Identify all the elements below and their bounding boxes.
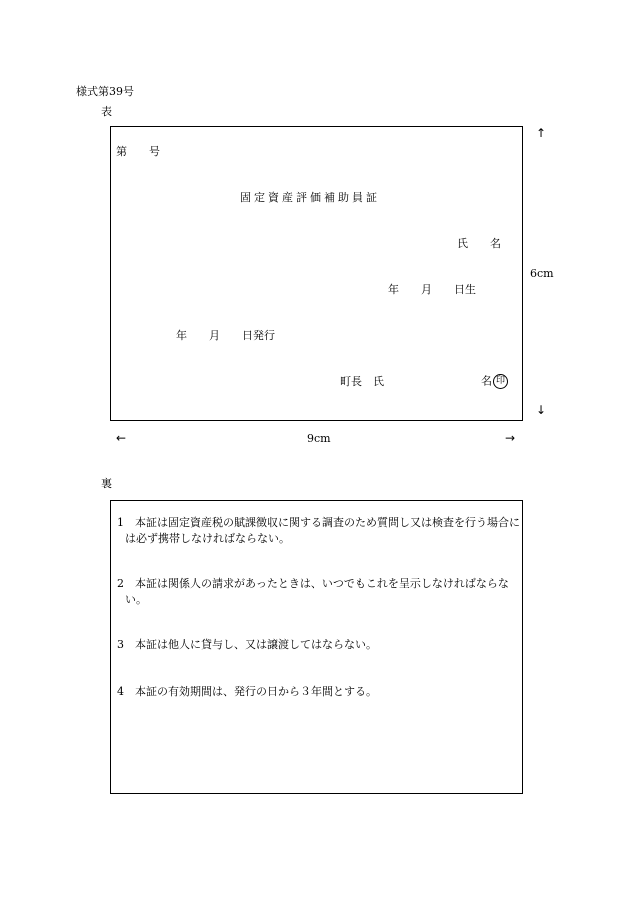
back-note-2: 2 本証は関係人の請求があったときは、いつでもこれを呈示しなければならない。 bbox=[117, 577, 509, 606]
arrow-down-icon: ↓ bbox=[536, 403, 547, 417]
certificate-title: 固定資産評価補助員証 bbox=[240, 191, 380, 204]
front-card bbox=[110, 126, 523, 421]
back-side-label: 裏 bbox=[101, 477, 112, 490]
seal-name-text: 名 bbox=[481, 374, 492, 388]
certificate-number-label: 第 号 bbox=[116, 145, 160, 158]
back-note-3: 3 本証は他人に貸与し、又は譲渡してはならない。 bbox=[117, 638, 377, 651]
arrow-left-icon: ← bbox=[116, 431, 127, 445]
back-note-4: 4 本証の有効期間は、発行の日から３年間とする。 bbox=[117, 685, 377, 698]
birth-date-label: 年 月 日生 bbox=[388, 283, 476, 296]
height-dimension-label: 6cm bbox=[530, 267, 554, 280]
arrow-up-icon: ↑ bbox=[536, 126, 547, 140]
front-side-label: 表 bbox=[101, 105, 112, 118]
width-dimension-label: 9cm bbox=[307, 432, 331, 445]
mayor-label: 町長 氏 bbox=[340, 375, 384, 388]
form-number: 様式第39号 bbox=[76, 85, 134, 98]
seal-stamp-icon: 印 bbox=[493, 374, 508, 389]
back-note-1: 1 本証は固定資産税の賦課徴収に関する調査のため質問し又は検査を行う場合には必ず携帯しなければならない。 bbox=[117, 516, 520, 545]
issue-date-label: 年 月 日発行 bbox=[176, 329, 275, 342]
arrow-right-icon: → bbox=[505, 431, 516, 445]
holder-name-label: 氏 名 bbox=[457, 237, 501, 250]
mayor-seal bbox=[481, 374, 508, 389]
